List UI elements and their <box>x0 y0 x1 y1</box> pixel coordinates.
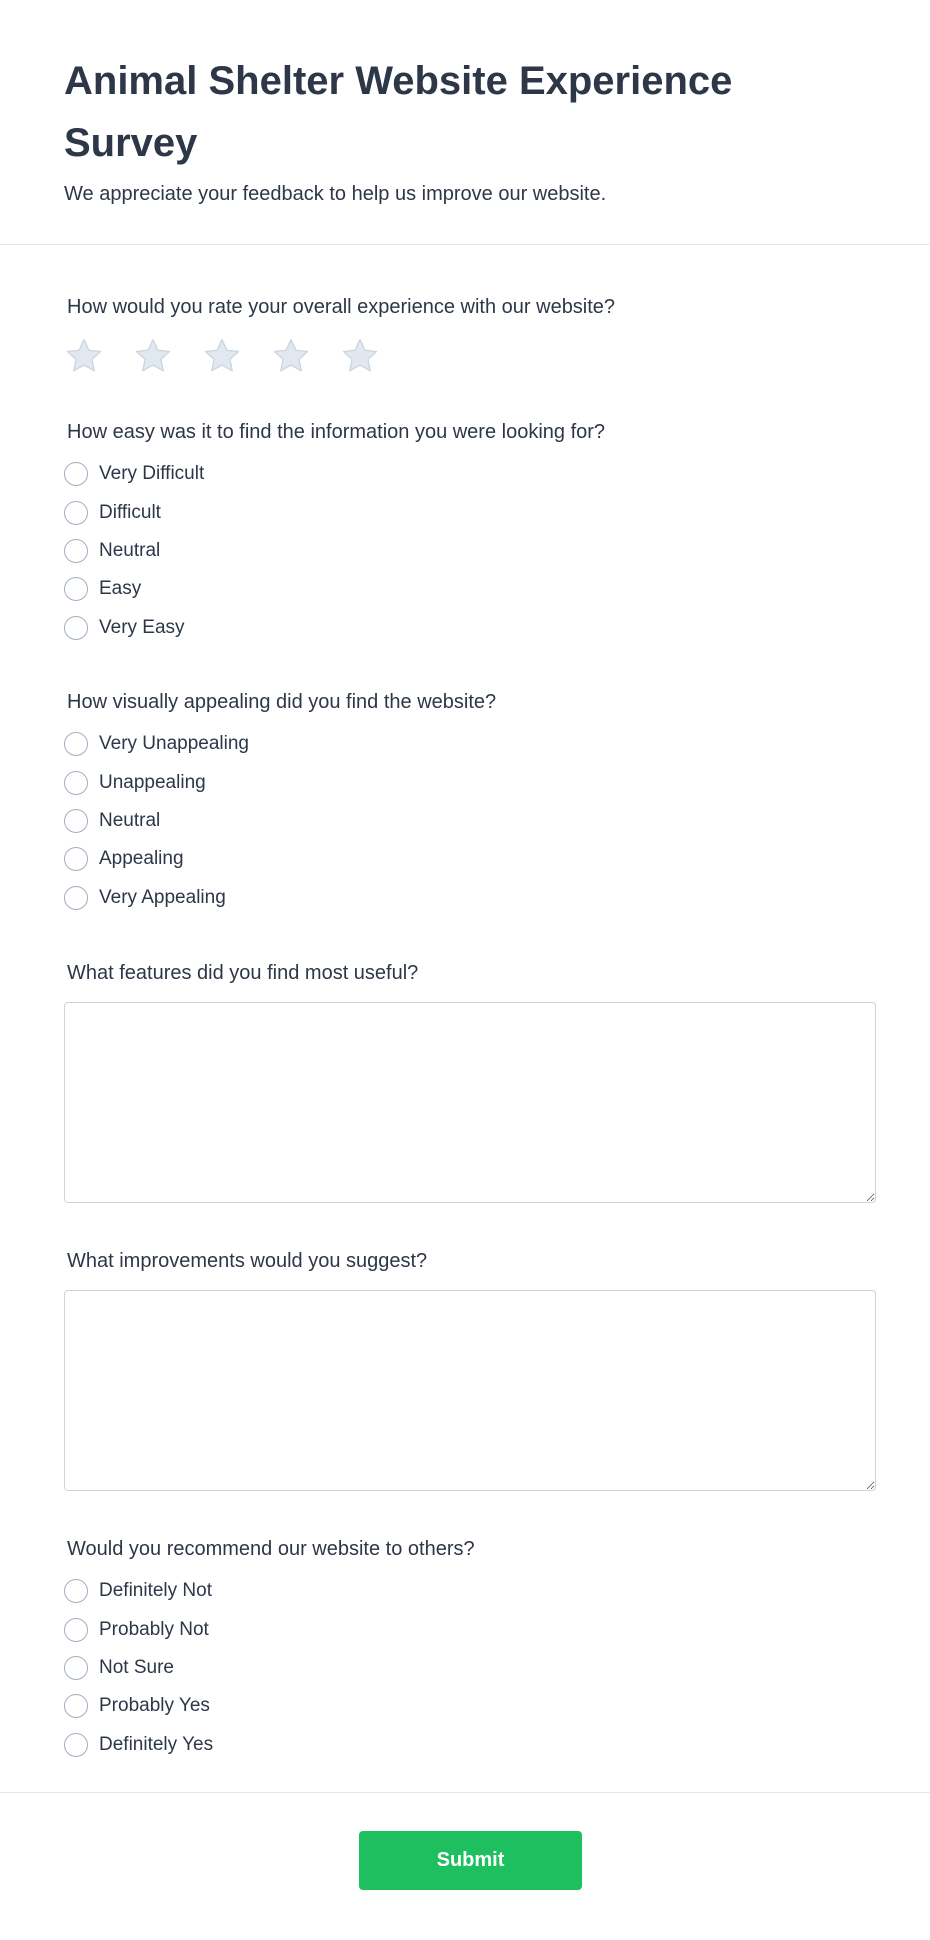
page-subtitle: We appreciate your feedback to help us improve our website. <box>64 183 607 205</box>
radio-option-label: Not Sure <box>99 1656 174 1678</box>
star-rating <box>64 336 409 376</box>
question-ease-of-finding-label: How easy was it to find the information you were looking for? <box>67 421 606 443</box>
radio-button[interactable] <box>64 1733 88 1757</box>
radio-option-label: Very Difficult <box>99 463 205 485</box>
radio-option-label: Very Unappealing <box>99 733 249 755</box>
radio-option-label: Very Appealing <box>99 886 226 908</box>
radio-option-label: Difficult <box>99 501 161 523</box>
radio-option[interactable] <box>64 570 204 608</box>
question-visual-appeal-label: How visually appealing did you find the website? <box>67 691 497 713</box>
radio-option[interactable] <box>64 1572 213 1610</box>
radio-option-label: Definitely Yes <box>99 1733 214 1755</box>
star-2-icon[interactable] <box>133 336 173 376</box>
radio-option-label: Very Easy <box>99 616 185 638</box>
radio-button[interactable] <box>64 462 88 486</box>
radio-button[interactable] <box>64 809 88 833</box>
question-overall-rating-label: How would you rate your overall experience with our website? <box>67 296 616 318</box>
survey-header <box>0 0 930 245</box>
radio-option[interactable] <box>64 1726 213 1764</box>
recommend-options <box>64 1572 213 1764</box>
radio-option[interactable] <box>64 725 249 763</box>
radio-option[interactable] <box>64 609 204 647</box>
radio-option-label: Neutral <box>99 539 161 561</box>
radio-option-label: Probably Yes <box>99 1695 210 1717</box>
radio-option[interactable] <box>64 1687 213 1725</box>
radio-option[interactable] <box>64 802 249 840</box>
radio-button[interactable] <box>64 1694 88 1718</box>
footer-divider <box>0 1792 930 1793</box>
radio-option-label: Definitely Not <box>99 1580 212 1602</box>
radio-option[interactable] <box>64 840 249 878</box>
radio-option-label: Probably Not <box>99 1618 209 1640</box>
ease-of-finding-options <box>64 455 204 647</box>
useful-features-textarea[interactable] <box>64 1002 876 1203</box>
radio-option[interactable] <box>64 493 204 531</box>
page-title: Animal Shelter Website Experience Survey <box>64 59 733 165</box>
radio-button[interactable] <box>64 732 88 756</box>
radio-option[interactable] <box>64 1610 213 1648</box>
radio-button[interactable] <box>64 539 88 563</box>
radio-button[interactable] <box>64 847 88 871</box>
radio-option-label: Neutral <box>99 809 161 831</box>
radio-button[interactable] <box>64 1656 88 1680</box>
radio-button[interactable] <box>64 616 88 640</box>
improvements-textarea[interactable] <box>64 1290 876 1491</box>
star-3-icon[interactable] <box>202 336 242 376</box>
radio-option-label: Appealing <box>99 848 184 870</box>
star-1-icon[interactable] <box>64 336 104 376</box>
radio-button[interactable] <box>64 501 88 525</box>
question-useful-features-label: What features did you find most useful? <box>67 962 419 984</box>
radio-button[interactable] <box>64 886 88 910</box>
submit-button[interactable]: Submit <box>359 1831 582 1890</box>
star-5-icon[interactable] <box>340 336 380 376</box>
radio-button[interactable] <box>64 771 88 795</box>
radio-option[interactable] <box>64 763 249 801</box>
radio-button[interactable] <box>64 577 88 601</box>
radio-option[interactable] <box>64 532 204 570</box>
radio-button[interactable] <box>64 1579 88 1603</box>
radio-option[interactable] <box>64 879 249 917</box>
star-4-icon[interactable] <box>271 336 311 376</box>
radio-button[interactable] <box>64 1618 88 1642</box>
radio-option-label: Easy <box>99 578 142 600</box>
radio-option-label: Unappealing <box>99 771 206 793</box>
visual-appeal-options <box>64 725 249 917</box>
radio-option[interactable] <box>64 1649 213 1687</box>
question-recommend-label: Would you recommend our website to others? <box>67 1538 475 1560</box>
question-improvements-label: What improvements would you suggest? <box>67 1250 428 1272</box>
radio-option[interactable] <box>64 455 204 493</box>
